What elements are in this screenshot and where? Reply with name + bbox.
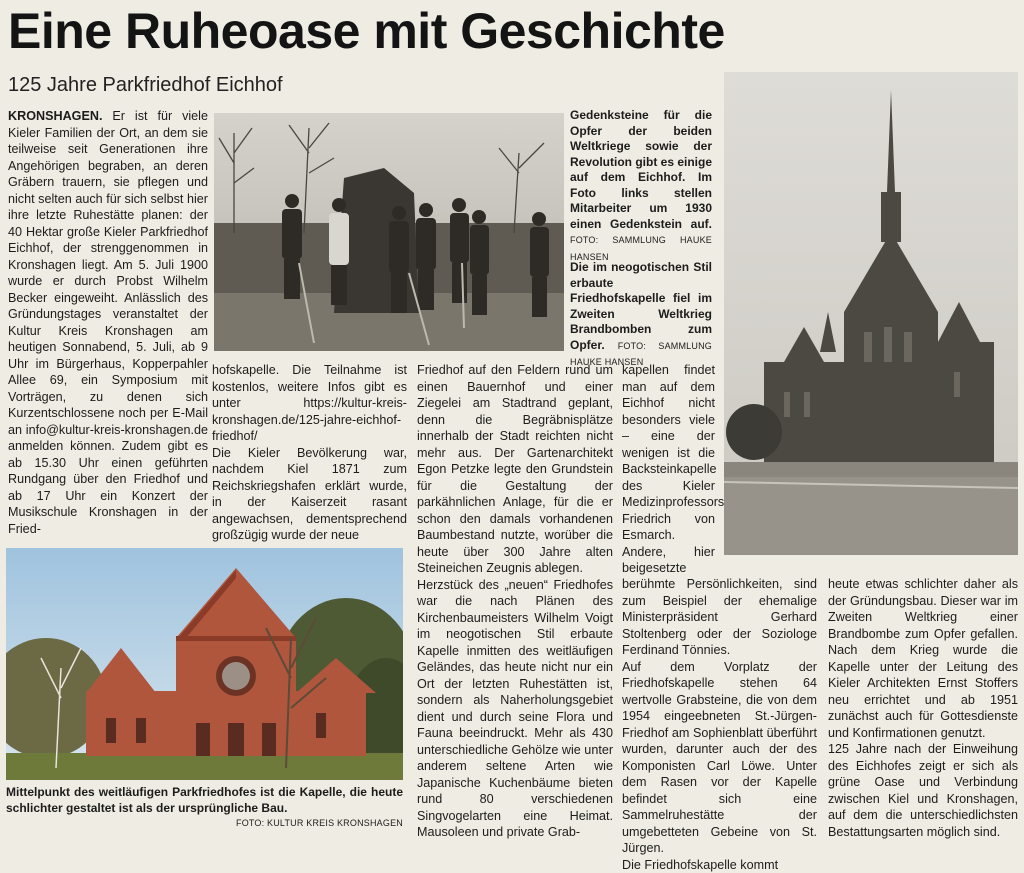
caption-new-chapel (6, 785, 403, 832)
col5-text-b: 125 Jahre nach der Einweihung des Eichhofes zeigt er sich als grüne Oase und Verbindung zwischen Kiel und Kronshagen, auf dem die unterschiedlichsten Bestattungsarten möglich sind. (828, 741, 1018, 840)
caption-historic-text: Gedenksteine für die Opfer der beiden Weltkriege sowie der Revolution gibt es einige auf dem Eichhof. Im Foto links stellen Mitarbeiter um 1930 einen Gedenkstein auf. (570, 108, 712, 231)
col4-text-c: Die Friedhofskapelle kommt (622, 857, 817, 873)
article-column-5 (828, 576, 1018, 840)
caption-new-chapel-text: Mittelpunkt des weitläufigen Parkfriedhofes ist die Kapelle, die heute schlichter gestaltet ist als der ursprüngliche Bau. (6, 785, 403, 816)
col3-text-a: Friedhof auf den Feldern rund um einen Bauernhof und einer Ziegelei am Stadtrand geplant, denn die Begräbnisplätze innerhalb der Stadt reichten nicht mehr aus. Der Gartenarchitekt Egon Petzke legte den Grundstein für die Gestaltung der parkähnlichen Anlage, für die er schon den damals vorhandenen Baumbestand nutzte, worüber die heute über 300 Jahre alten Steineichen Zeugnis ablegen. (417, 362, 613, 577)
article-column-4-narrow (622, 362, 715, 577)
caption-old-chapel-text: Die im neogotischen Stil erbaute Friedhofskapelle fiel im Zweiten Weltkrieg Brandbomben zum Opfer. (570, 260, 712, 352)
col2-text-b: Die Kieler Bevölkerung war, nachdem Kiel 1871 zum Reichskriegshafen erklärt wurde, in der Kaiserzeit rasant angewachsen, dementsprechend großzügig wurde der neue (212, 445, 407, 544)
article-column-4 (622, 576, 817, 873)
photo-credit: FOTO: KULTUR KREIS KRONSHAGEN (6, 816, 403, 832)
article-column-3 (417, 362, 613, 841)
article-column-2 (212, 362, 407, 544)
col4-text-b: Auf dem Vorplatz der Friedhofskapelle stehen 64 wertvolle Grabsteine, die von dem 1954 eingeebneten St.-Jürgen-Friedhof am Sophienblatt überführt wurden, darunter auch der des Komponisten Carl Löwe. Unter dem Rasen vor der Kapelle befindet sich eine Sammelruhestätte der umgebetteten Gebeine von St. Jürgen. (622, 659, 817, 857)
article-column-1 (8, 108, 208, 537)
col4-text-wide: berühmte Persönlichkeiten, sind zum Beispiel der ehemalige Ministerpräsident Gerhard Stoltenberg oder der Soziologe Ferdinand Tönnies. (622, 576, 817, 659)
headline: Eine Ruheoase mit Geschichte (8, 0, 725, 62)
subheadline: 125 Jahre Parkfriedhof Eichhof (8, 72, 283, 98)
col2-text-a: hofskapelle. Die Teilnahme ist kostenlos, weitere Infos gibt es unter https://kultur-kreis-kronshagen.de/125-jahre-eichhof-friedhof/ (212, 362, 407, 445)
caption-old-chapel (570, 260, 712, 371)
col3-text-b: Herzstück des „neuen“ Friedhofes war die nach Plänen des Kirchenbaumeisters Wilhelm Voigt im neogotischen Stil erbaute Kapelle inmitten des weitläufigen Geländes, das heute nicht nur ein Ort der letzten Ruhestätten ist, sondern als Naherholungsgebiet dient und durch seine Flora und Fauna beeindruckt. Mehr als 430 unterschiedliche Gehölze wie unter anderem seltene Arten wie Japanische Kuchenbäume bieten rund 80 verschiedenen Singvogelarten eine Heimat. Mausoleen und private Grab- (417, 577, 613, 841)
caption-historic-photo (570, 108, 712, 265)
col4-text-narrow: kapellen findet man auf dem Eichhof nicht besonders viele – eine der wenigen ist die Backsteinkapelle des Kieler Medizinprofessors Friedrich von Esmarch. Andere, hier beigesetzte (622, 362, 715, 577)
photo-credit: FOTO: SAMMLUNG HAUKE HANSEN (570, 235, 712, 262)
dateline: KRONSHAGEN. (8, 109, 102, 123)
col1-text: Er ist für viele Kieler Familien der Ort, an dem sie teilweise seit Generationen ihre Angehörigen begraben, an deren Gräbern trauern, sie pflegen und nicht selten auch für sich selbst hier ihre letzte Ruhestätte planen: der 40 Hektar große Kieler Parkfriedhof Eichhof, der strenggenommen in Kronshagen liegt. Am 5. Juli 1900 wurde er durch Probst Wilhelm Becker eingeweiht. Anlässlich des Gründungstages veranstaltet der Kultur Kreis Kronshagen am heutigen Sonnabend, 5. Juli, ab 9 Uhr im Bürgerhaus, Kopperpahler Allee 69, ein Symposium mit Vorträgen, zu denen sich Kurzentschlossene noch per E-Mail an info@kultur-kreis-kronshagen.de anmelden können. Zudem gibt es ab 15.30 Uhr einen geführten Rundgang über den Friedhof und ab 17 Uhr ein Konzert der Musikschule Kronshagen in der Fried- (8, 109, 208, 536)
old-chapel-photo (724, 72, 1018, 555)
photo-credit: FOTO: SAMMLUNG HAUKE HANSEN (570, 341, 712, 368)
new-chapel-photo (6, 548, 403, 780)
historic-photo (214, 113, 564, 351)
col5-text-a: heute etwas schlichter daher als der Gründungsbau. Dieser war im Zweiten Weltkrieg einer Brandbombe zum Opfer gefallen. Nach dem Krieg wurde die Kapelle unter der Leitung des Kieler Architekten Ernst Stoffers neu errichtet und ab 1951 zunächst auch für Gottesdienste und Konfirmationen genutzt. (828, 576, 1018, 741)
